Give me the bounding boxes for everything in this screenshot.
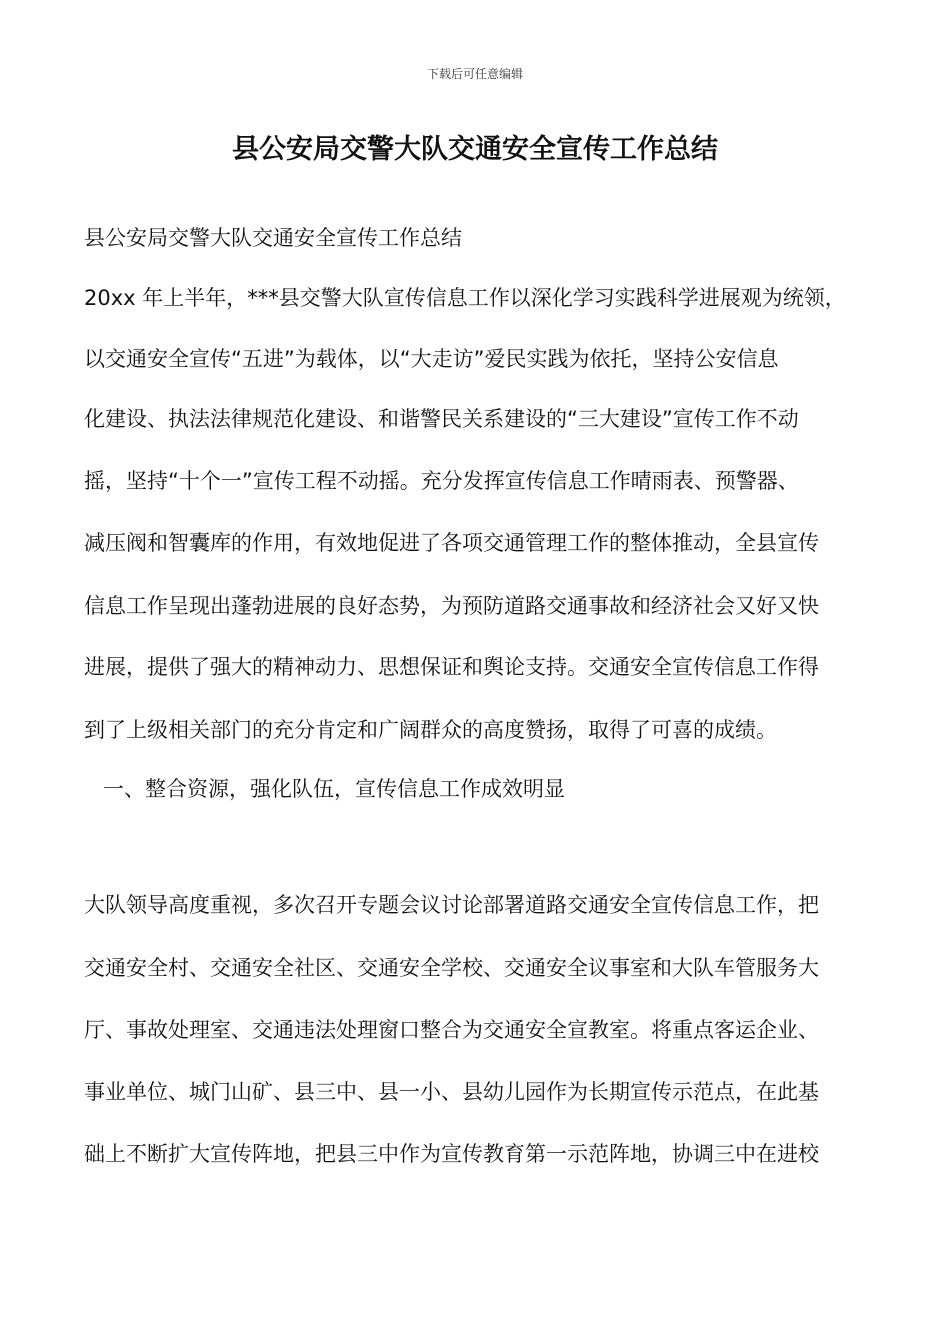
- paragraph-line: 事业单位、城门山矿、县三中、县一小、县幼儿园作为长期宣传示范点，在此基: [84, 1080, 819, 1104]
- paragraph-line: 以交通安全宣传“五进”为载体，以“大走访”爱民实践为依托，坚持公安信息: [84, 347, 779, 371]
- paragraph-line: 交通安全村、交通安全社区、交通安全学校、交通安全议事室和大队车管服务大: [84, 956, 819, 980]
- paragraph-line: 信息工作呈现出蓬勃进展的良好态势，为预防道路交通事故和经济社会又好又快: [84, 594, 819, 618]
- paragraph-line: 减压阀和智囊库的作用，有效地促进了各项交通管理工作的整体推动，全县宣传: [84, 531, 819, 555]
- paragraph-line: 础上不断扩大宣传阵地，把县三中作为宣传教育第一示范阵地，协调三中在进校: [84, 1142, 819, 1166]
- watermark-text: 下载后可任意编辑: [426, 67, 523, 81]
- document-subtitle: 县公安局交警大队交通安全宣传工作总结: [84, 226, 462, 250]
- paragraph-line: 化建设、执法法律规范化建设、和谐警民关系建设的“三大建设”宣传工作不动: [84, 407, 799, 431]
- paragraph-line: 到了上级相关部门的充分肯定和广阔群众的高度赞扬，取得了可喜的成绩。: [84, 718, 777, 742]
- paragraph-line: 大队领导高度重视，多次召开专题会议讨论部署道路交通安全宣传信息工作，把: [84, 893, 819, 917]
- paragraph-line: 20xx 年上半年，***县交警大队宣传信息工作以深化学习实践科学进展观为统领，: [84, 286, 846, 310]
- paragraph-line: 厅、事故处理室、交通违法处理窗口整合为交通安全宣教室。将重点客运企业、: [84, 1018, 819, 1042]
- paragraph-line: 进展，提供了强大的精神动力、思想保证和舆论支持。交通安全宣传信息工作得: [84, 655, 819, 679]
- document-title: 县公安局交警大队交通安全宣传工作总结: [232, 134, 718, 165]
- section-heading: 一、整合资源，强化队伍，宣传信息工作成效明显: [103, 777, 565, 801]
- paragraph-line: 摇，坚持“十个一”宣传工程不动摇。充分发挥宣传信息工作晴雨表、预警器、: [84, 469, 799, 493]
